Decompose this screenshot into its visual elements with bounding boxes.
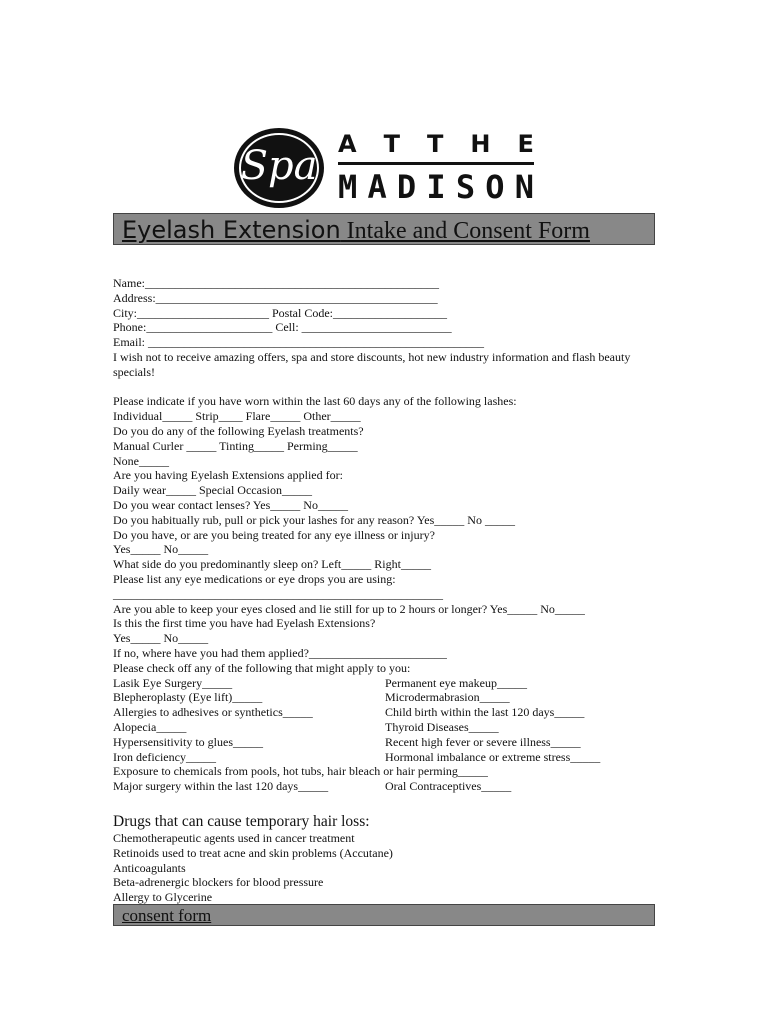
spacer	[113, 380, 673, 395]
drug-item: Beta-adrenergic blockers for blood pressure	[113, 875, 324, 890]
question-line: Please check off any of the following that might apply to you:	[113, 660, 411, 675]
question-line: Do you have, or are you being treated for any eye illness or injury?	[113, 527, 435, 542]
condition-item: Recent high fever or severe illness_____	[385, 734, 581, 749]
logo-divider	[338, 162, 534, 165]
condition-item: Hypersensitivity to glues_____	[113, 734, 263, 749]
logo-letter: O	[485, 168, 505, 206]
logo-letter: I	[426, 168, 446, 206]
question-line: None_____	[113, 453, 169, 468]
question-line: Manual Curler _____ Tinting_____ Perming_____	[113, 438, 358, 453]
drug-item: Anticoagulants	[113, 860, 186, 875]
condition-row	[113, 720, 673, 735]
logo-letter: T	[427, 130, 444, 158]
condition-item: Blepheroplasty (Eye lift)_____	[113, 690, 263, 705]
logo-letter: N	[514, 168, 534, 206]
logo-letter: A	[367, 168, 387, 206]
condition-item: Oral Contraceptives_____	[385, 779, 512, 794]
condition-row	[113, 676, 673, 691]
logo-letter: D	[396, 168, 417, 206]
logo-letter: A	[338, 130, 357, 158]
condition-item: Alopecia_____	[113, 719, 187, 734]
condition-item: Lasik Eye Surgery_____	[113, 675, 233, 690]
city-postal-field[interactable]: City:______________________ Postal Code:___________________	[113, 305, 448, 320]
condition-item: Hormonal imbalance or extreme stress_____	[385, 749, 601, 764]
condition-item: Iron deficiency_____	[113, 749, 216, 764]
spa-logo-badge	[234, 128, 324, 208]
condition-row	[113, 779, 673, 794]
condition-row	[113, 750, 673, 765]
question-line: Do you do any of the following Eyelash treatments?	[113, 423, 364, 438]
title-banner	[113, 213, 655, 245]
condition-item: Permanent eye makeup_____	[385, 675, 527, 690]
consent-form-banner	[113, 904, 655, 926]
logo-letter: E	[517, 130, 534, 158]
form-body	[113, 276, 673, 794]
condition-item: Major surgery within the last 120 days_____	[113, 779, 329, 794]
question-line: Are you able to keep your eyes closed and lie still for up to 2 hours or longer? Yes_____ No_____	[113, 601, 585, 616]
question-line: If no, where have you had them applied?_______________________	[113, 645, 447, 660]
question-line: Do you habitually rub, pull or pick your lashes for any reason? Yes_____ No _____	[113, 512, 515, 527]
condition-item: Child birth within the last 120 days_____	[385, 705, 585, 720]
question-line: Is this the first time you have had Eyelash Extensions?	[113, 616, 376, 631]
title-part-eyelash: Eyelash Extension	[122, 216, 341, 244]
consent-form-link[interactable]: consent form	[122, 906, 212, 925]
page-title	[122, 216, 590, 248]
question-line: Are you having Eyelash Extensions applied for:	[113, 468, 343, 483]
logo-letter: S	[455, 168, 476, 206]
logo-madison	[338, 168, 534, 206]
drug-item: Retinoids used to treat acne and skin problems (Accutane)	[113, 845, 393, 860]
question-line: Please list any eye medications or eye drops you are using:	[113, 571, 396, 586]
condition-item: Microdermabrasion_____	[385, 690, 510, 705]
drug-item: Allergy to Glycerine	[113, 890, 213, 905]
question-line: Daily wear_____ Special Occasion_____	[113, 483, 312, 498]
drugs-heading: Drugs that can cause temporary hair loss:	[113, 813, 370, 830]
logo-at-the	[338, 130, 534, 158]
logo-spa-text: Spa	[240, 143, 318, 189]
question-line: What side do you predominantly sleep on? Left_____ Right_____	[113, 557, 431, 572]
logo-letter: H	[470, 130, 491, 158]
email-field[interactable]: Email: ________________________________________________________	[113, 335, 484, 350]
phone-cell-field[interactable]: Phone:_____________________ Cell: _________________________	[113, 320, 452, 335]
title-part-form: Intake and Consent Form	[340, 218, 590, 244]
condition-item: Thyroid Diseases_____	[385, 719, 499, 734]
condition-row	[113, 735, 673, 750]
spa-logo	[234, 128, 534, 208]
logo-letter: M	[338, 168, 358, 206]
drug-item: Chemotherapeutic agents used in cancer treatment	[113, 831, 355, 845]
question-line: _______________________________________________________	[113, 586, 443, 601]
drugs-list	[113, 831, 633, 905]
condition-item: Allergies to adhesives or synthetics_____	[113, 705, 313, 720]
question-line: Please indicate if you have worn within the last 60 days any of the following lashes:	[113, 394, 517, 409]
condition-row	[113, 690, 673, 705]
optout-text: I wish not to receive amazing offers, spa and store discounts, hot new industry information and flash beauty specials!	[113, 349, 631, 379]
address-field[interactable]: Address:_______________________________________________	[113, 290, 438, 305]
question-line: Do you wear contact lenses? Yes_____ No_____	[113, 497, 348, 512]
exposure-item: Exposure to chemicals from pools, hot tubs, hair bleach or hair perming_____	[113, 764, 488, 779]
question-line: Yes_____ No_____	[113, 631, 209, 646]
question-line: Yes_____ No_____	[113, 542, 209, 557]
question-line: Individual_____ Strip____ Flare_____ Other_____	[113, 409, 361, 424]
name-field[interactable]: Name:_________________________________________________	[113, 276, 439, 290]
condition-row	[113, 705, 673, 720]
logo-letter: T	[383, 130, 400, 158]
